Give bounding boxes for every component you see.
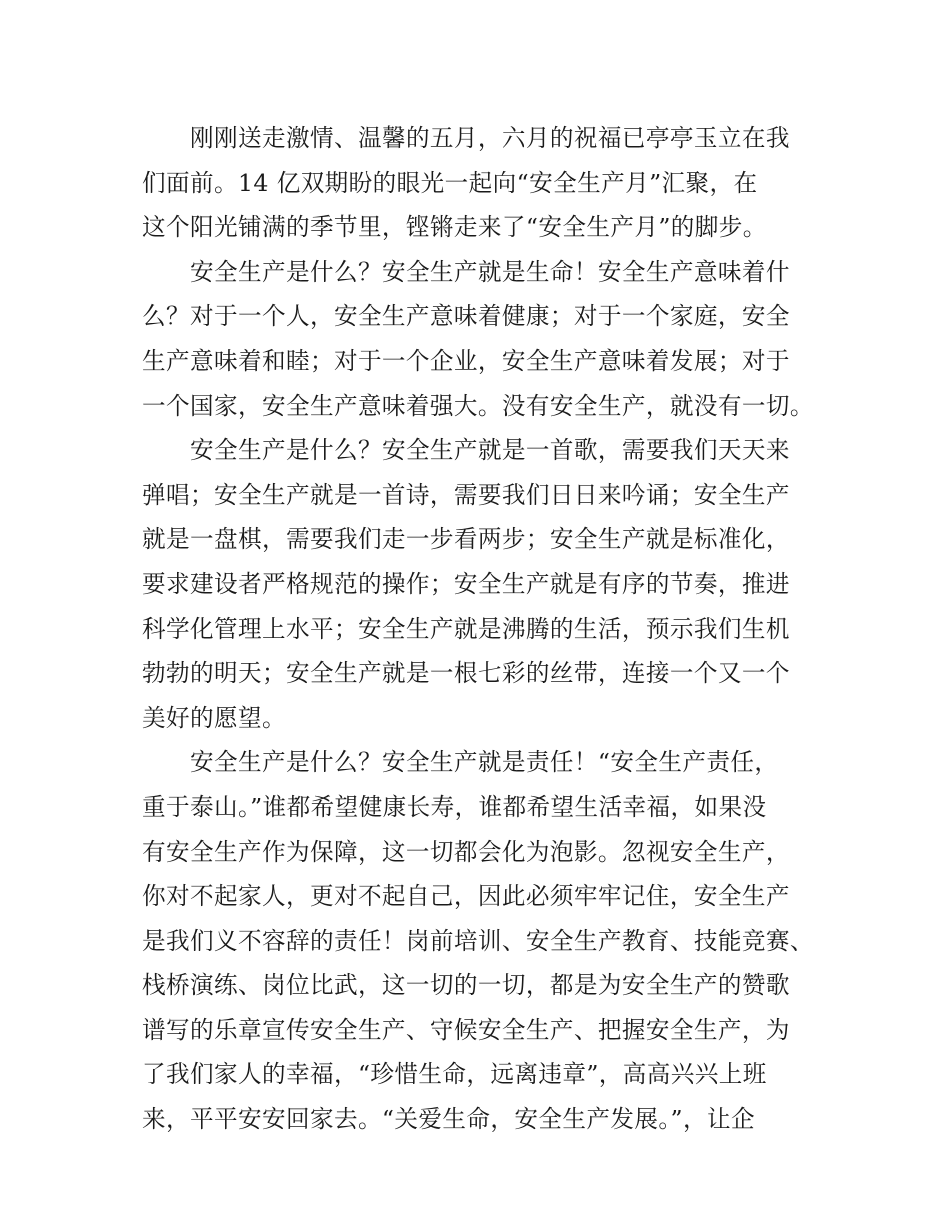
text-line: 就是一盘棋，需要我们走一步看两步；安全生产就是标准化， bbox=[142, 525, 790, 554]
text-line: 来，平平安安回家去。“关爱生命，安全生产发展。”，让企 bbox=[142, 1105, 755, 1134]
text-line: 谱写的乐章宣传安全生产、守候安全生产、把握安全生产，为 bbox=[142, 1015, 790, 1044]
text-line: 重于泰山。”谁都希望健康长寿，谁都希望生活幸福，如果没 bbox=[142, 792, 767, 821]
text-line: 勃勃的明天；安全生产就是一根七彩的丝带，连接一个又一个 bbox=[142, 659, 790, 688]
paragraph-4 bbox=[142, 740, 822, 1141]
text-line: 安全生产是什么？安全生产就是责任！“安全生产责任， bbox=[190, 748, 779, 777]
text-line: 一个国家，安全生产意味着强大。没有安全生产，就没有一切。 bbox=[142, 391, 814, 420]
text-line: 生产意味着和睦；对于一个企业，安全生产意味着发展；对于 bbox=[142, 346, 790, 375]
text-line: 有安全生产作为保障，这一切都会化为泡影。忽视安全生产， bbox=[142, 837, 790, 866]
text-line: 栈桥演练、岗位比武，这一切的一切，都是为安全生产的赞歌 bbox=[142, 971, 790, 1000]
paragraph-3 bbox=[142, 428, 822, 740]
text-line: 要求建设者严格规范的操作；安全生产就是有序的节奏，推进 bbox=[142, 569, 790, 598]
paragraph-1 bbox=[142, 116, 822, 250]
text-line: 美好的愿望。 bbox=[142, 703, 286, 732]
text-line: 们面前。14 亿双期盼的眼光一起向“安全生产月”汇聚，在 bbox=[142, 168, 758, 197]
text-line: 这个阳光铺满的季节里，铿锵走来了“安全生产月”的脚步。 bbox=[142, 213, 767, 242]
text-line: 刚刚送走激情、温馨的五月，六月的祝福已亭亭玉立在我 bbox=[190, 124, 790, 152]
text-line: 你对不起家人，更对不起自己，因此必须牢牢记住，安全生产 bbox=[142, 882, 790, 911]
text-line: 安全生产是什么？安全生产就是一首歌，需要我们天天来 bbox=[190, 436, 790, 465]
paragraph-2 bbox=[142, 250, 822, 428]
document-body bbox=[142, 116, 822, 1142]
text-line: 么？对于一个人，安全生产意味着健康；对于一个家庭，安全 bbox=[142, 302, 790, 331]
text-line: 是我们义不容辞的责任！岗前培训、安全生产教育、技能竞赛、 bbox=[142, 926, 814, 955]
text-line: 科学化管理上水平；安全生产就是沸腾的生活，预示我们生机 bbox=[142, 614, 790, 643]
text-line: 安全生产是什么？安全生产就是生命！安全生产意味着什 bbox=[190, 257, 790, 286]
text-line: 弹唱；安全生产就是一首诗，需要我们日日来吟诵；安全生产 bbox=[142, 480, 790, 509]
text-line: 了我们家人的幸福，“珍惜生命，远离违章”，高高兴兴上班 bbox=[142, 1060, 767, 1089]
